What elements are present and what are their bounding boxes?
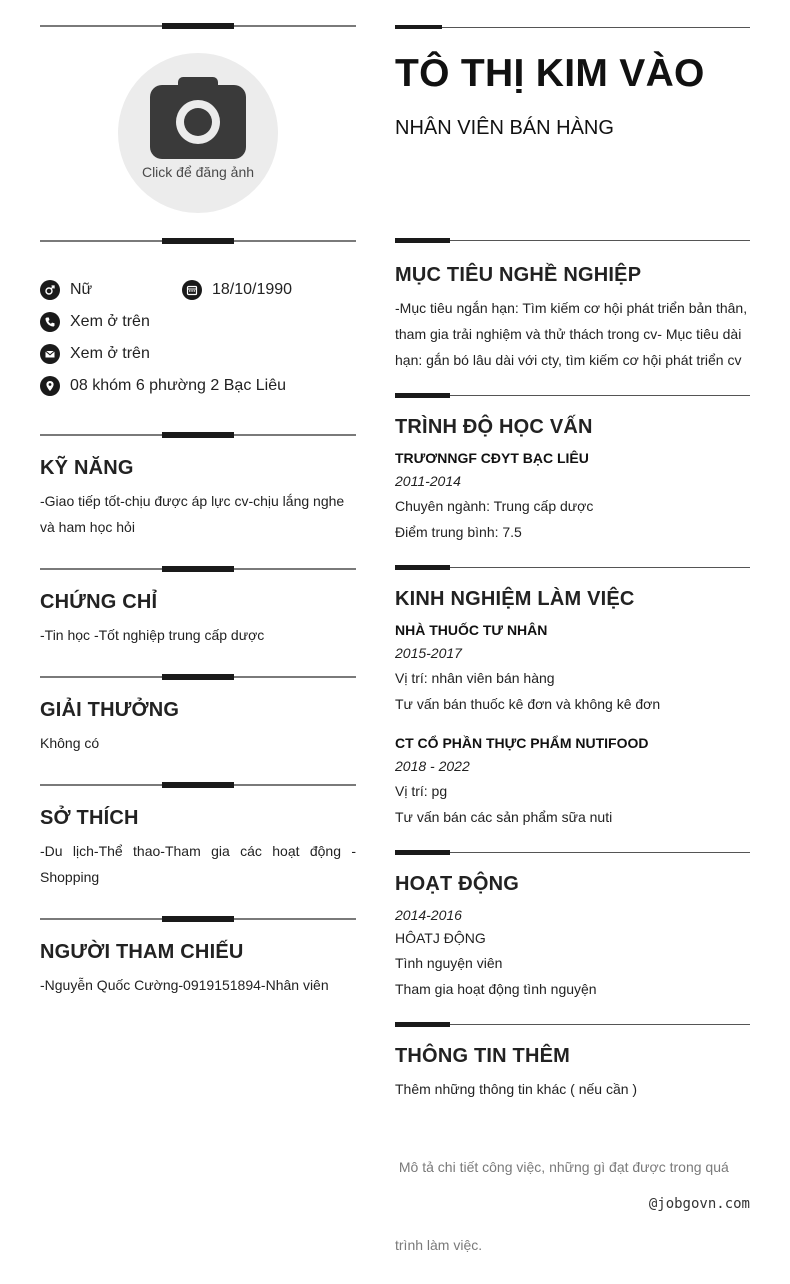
divider [40,431,356,439]
additional-hint [395,1102,750,1284]
divider [395,393,750,399]
phone-value: Xem ở trên [70,313,150,330]
objective-line: -Mục tiêu ngắn hạn: Tìm kiếm cơ hội phát triển bản thân, [395,300,748,316]
gender-icon [40,280,60,300]
activity-name: HÔATJ ĐỘNG [395,930,486,946]
job-company: NHÀ THUỐC TƯ NHÂN [395,622,548,638]
divider [395,238,750,244]
hobbies-line: Shopping [40,869,100,885]
divider [40,781,356,789]
email-row [40,344,150,364]
divider [40,565,356,573]
job-period: 2018 - 2022 [395,758,470,774]
mail-icon [40,344,60,364]
divider [40,22,356,30]
divider [395,565,750,571]
divider [40,673,356,681]
certificates-heading: CHỨNG CHỈ [40,591,158,613]
experience-heading: KINH NGHIỆM LÀM VIỆC [395,588,635,610]
skills-line: và ham học hỏi [40,519,135,535]
candidate-position: NHÂN VIÊN BÁN HÀNG [395,117,614,139]
skills-text [40,488,356,540]
gender-row [40,280,92,300]
avatar-upload[interactable] [118,53,278,213]
birthdate-row [182,280,292,300]
divider [40,915,356,923]
phone-icon [40,312,60,332]
hobbies-text [40,838,356,890]
job-description: Tư vấn bán thuốc kê đơn và không kê đơn [395,696,661,712]
activities-heading: HOẠT ĐỘNG [395,873,520,895]
address-row [40,376,286,396]
education-heading: TRÌNH ĐỘ HỌC VẤN [395,416,593,438]
camera-icon [150,75,246,164]
activity-role: Tình nguyện viên [395,955,503,971]
education-period: 2011-2014 [395,473,461,489]
gender-value: Nữ [70,281,93,298]
awards-heading: GIẢI THƯỞNG [40,699,180,721]
objective-text [395,295,750,373]
skills-line: -Giao tiếp tốt-chịu được áp lực cv-chịu lắng nghe [40,493,345,509]
job-company: CT CỔ PHẦN THỰC PHẨM NUTIFOOD [395,735,649,751]
objective-line: hạn: gắn bó lâu dài với cty, tìm kiếm cơ hội phát triển cv [395,352,742,368]
additional-hint-line: Mô tả chi tiết công việc, những gì đạt được trong quá [395,1159,729,1175]
hobbies-heading: SỞ THÍCH [40,807,139,829]
candidate-name: TÔ THỊ KIM VÀO [395,52,705,95]
awards-text: Không có [40,735,100,751]
additional-text: Thêm những thông tin khác ( nếu cần ) [395,1081,638,1097]
objective-line: tham gia trải nghiệm và thử thách trong cv- Mục tiêu dài [395,326,742,342]
hobbies-line: -Du lịch-Thể thao-Tham gia các hoạt động - [40,843,356,859]
additional-hint-line: trình làm việc. [395,1237,483,1253]
activity-description: Tham gia hoạt động tình nguyện [395,981,597,997]
references-heading: NGƯỜI THAM CHIẾU [40,941,244,963]
divider [395,25,750,31]
references-text: -Nguyễn Quốc Cường-0919151894-Nhân viên [40,977,329,993]
additional-heading: THÔNG TIN THÊM [395,1045,571,1067]
job-role: Vị trí: pg [395,783,448,799]
email-value: Xem ở trên [70,345,150,362]
divider [395,850,750,856]
location-pin-icon [40,376,60,396]
certificates-text: -Tin học -Tốt nghiệp trung cấp dược [40,627,265,643]
address-value: 08 khóm 6 phường 2 Bạc Liêu [70,377,287,394]
job-description: Tư vấn bán các sản phẩm sữa nuti [395,809,613,825]
education-major: Chuyên ngành: Trung cấp dược [395,498,594,514]
job-role: Vị trí: nhân viên bán hàng [395,670,555,686]
activity-period: 2014-2016 [395,907,462,923]
footer-watermark: @jobgovn.com [648,1196,750,1212]
education-gpa: Điểm trung bình: 7.5 [395,524,522,540]
skills-heading: KỸ NĂNG [40,457,134,479]
calendar-icon [182,280,202,300]
school-name: TRƯƠNNGF CĐYT BẠC LIÊU [395,450,589,466]
divider [395,1022,750,1028]
photo-caption: Click để đăng ảnh [141,164,255,180]
birthdate-value: 18/10/1990 [212,281,293,298]
objective-heading: MỤC TIÊU NGHỀ NGHIỆP [395,264,642,286]
divider [40,237,356,245]
phone-row [40,312,150,332]
job-period: 2015-2017 [395,645,462,661]
